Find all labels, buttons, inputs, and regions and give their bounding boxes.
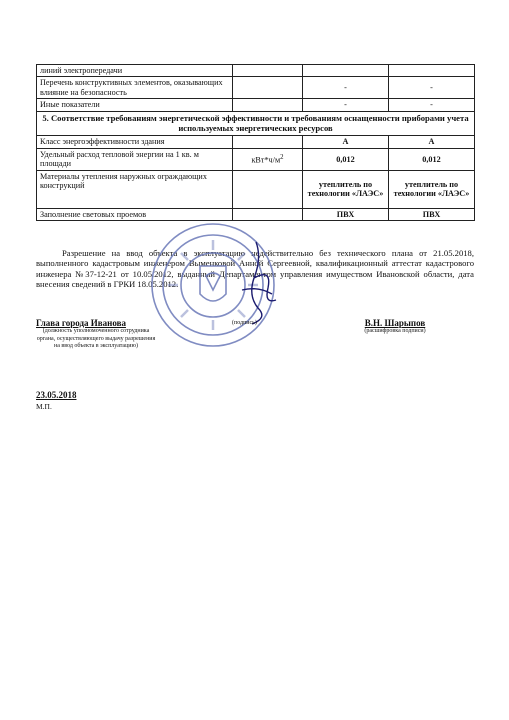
- value-cell: ПВХ: [303, 208, 389, 220]
- table-row: [37, 99, 475, 111]
- position-note: (должность уполномоченного сотрудника органа, осуществляющего выдачу разрешения на ввод объекта в эксплуатацию): [36, 328, 156, 349]
- value-cell: -: [303, 99, 389, 111]
- table-row: [37, 148, 475, 170]
- name-note: (расшифровка подписи): [364, 328, 426, 334]
- table-row: [37, 170, 475, 208]
- section-title: 5. Соответствие требованиям энергетической эффективности и требованиям оснащенности приборами учета используемых энергетических ресурсов: [37, 111, 475, 136]
- value-cell: -: [389, 99, 475, 111]
- section-row: [37, 111, 475, 136]
- unit-text: кВт*ч/м: [251, 155, 281, 165]
- value-cell: ПВХ: [389, 208, 475, 220]
- signatory-position-block: [36, 318, 156, 351]
- value-cell: 0,012: [303, 148, 389, 170]
- unit-sup: 2: [280, 153, 284, 161]
- value-cell: А: [389, 136, 475, 148]
- signatory-name-block: [350, 318, 440, 336]
- row-label: Заполнение световых проемов: [37, 208, 233, 220]
- value-cell: -: [389, 77, 475, 99]
- handwritten-signature: [228, 238, 288, 328]
- table-row: [37, 77, 475, 99]
- row-label: Иные показатели: [37, 99, 233, 111]
- table-row: [37, 208, 475, 220]
- signatory-position: Глава города Иванова: [36, 318, 126, 328]
- issue-date: 23.05.2018: [36, 390, 77, 400]
- row-label: Перечень конструктивных элементов, оказывающих влияние на безопасность: [37, 77, 233, 99]
- value-cell: -: [303, 77, 389, 99]
- value-cell: утеплитель по технологии «ЛАЭС»: [389, 170, 475, 208]
- seal-place-label: М.П.: [36, 402, 52, 411]
- value-cell: 0,012: [389, 148, 475, 170]
- table-row: [37, 65, 475, 77]
- unit-cell: [233, 148, 303, 170]
- table-row: [37, 136, 475, 148]
- row-label: Удельный расход тепловой энергии на 1 кв. м площади: [37, 148, 233, 170]
- row-label: Материалы утепления наружных ограждающих конструкций: [37, 170, 233, 208]
- value-cell: утеплитель по технологии «ЛАЭС»: [303, 170, 389, 208]
- value-cell: А: [303, 136, 389, 148]
- permit-paragraph: Разрешение на ввод объекта в эксплуатацию недействительно без технического плана от 21.05.2018, выполненного кадастровым инженером Выменковой Анной Сергеевной, квалификационный аттестат кадастрового инженера №37-12-21 от 10.05.2012, выданный Департаментом управления имуществом Ивановской области, дата внесения сведений в ГРКИ 18.05.2012.: [36, 248, 474, 289]
- row-label: линий электропередачи: [37, 65, 233, 77]
- row-label: Класс энергоэффективности здания: [37, 136, 233, 148]
- signatory-name: В.Н. Шарыпов: [364, 318, 426, 328]
- signature-note: (подпись): [232, 320, 257, 326]
- specs-table: [36, 64, 475, 221]
